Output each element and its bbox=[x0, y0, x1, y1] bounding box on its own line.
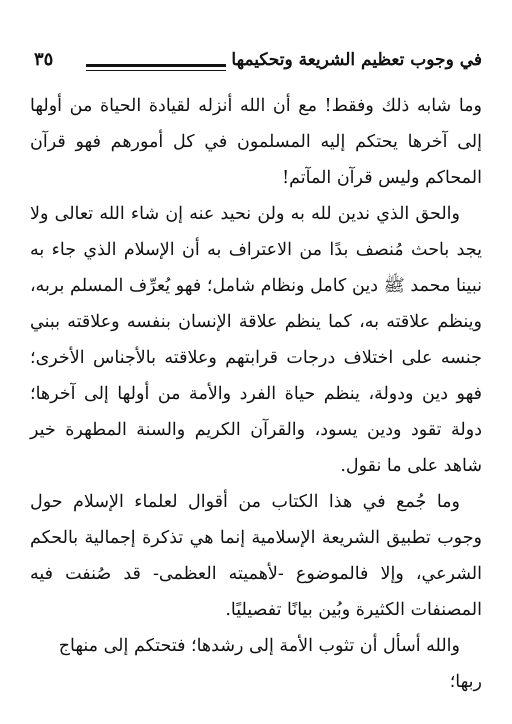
page-header bbox=[26, 48, 488, 84]
paragraph: والله أسأل أن تثوب الأمة إلى رشدها؛ فتحتكم إلى منهاج ربها؛ bbox=[58, 636, 482, 692]
header-rule bbox=[86, 64, 226, 67]
paragraph: وما شابه ذلك وفقط! مع أن الله أنزله لقيادة الحياة من أولها إلى آخرها يحتكم إليه المسلمون في كل أمورهم فهو قرآن المحاكم وليس قرآن المآتم! bbox=[30, 96, 482, 188]
paragraph: والحق الذي ندين لله به ولن نحيد عنه إن شاء الله تعالى ولا يجد باحث مُنصف بدًا من الاعتراف به أن الإسلام الذي جاء به نبينا محمد ﷺ دين كامل ونظام شامل؛ فهو يُعرِّف المسلم بربه، وينظم علاقته به، كما ينظم علاقة الإنسان بنفسه وعلاقته ببني جنسه على اختلاف درجات قرابتهم وعلاقته بالأجناس الأخرى؛ فهو دين ودولة، ينظم حياة الفرد والأمة من أولها إلى آخرها؛ دولة تقود ودين يسود، والقرآن الكريم والسنة المطهرة خير شاهد على ما نقول. bbox=[30, 204, 482, 476]
header-rule-thin bbox=[86, 70, 226, 71]
page-number: ٣٥ bbox=[34, 49, 54, 70]
paragraph: وما جُمع في هذا الكتاب من أقوال لعلماء الإسلام حول وجوب تطبيق الشريعة الإسلامية إنما هي تذكرة إجمالية بالحكم الشرعي، وإلا فالموضوع -لأهميته العظمى- قد صُنفت فيه المصنفات الكثيرة وبُين بيانًا تفصيليًا. bbox=[30, 492, 482, 620]
running-title: في وجوب تعظيم الشريعة وتحكيمها bbox=[231, 50, 482, 70]
page-body bbox=[30, 88, 482, 700]
